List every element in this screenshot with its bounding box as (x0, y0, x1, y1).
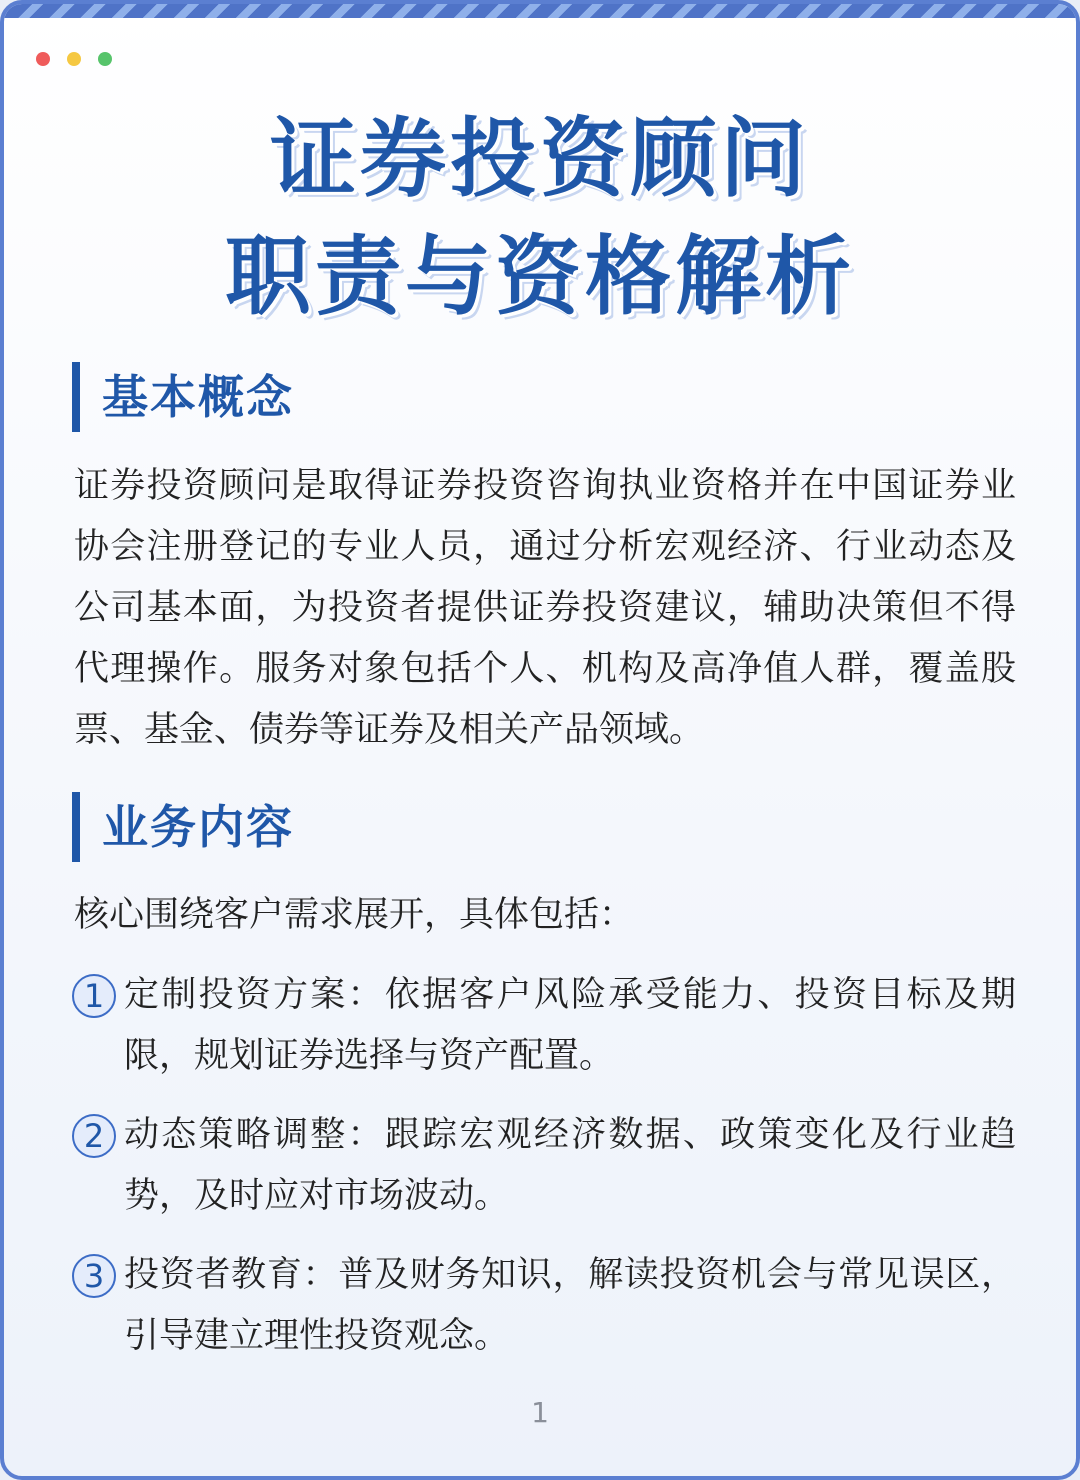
number-circle-icon: 3 (72, 1254, 116, 1298)
list-item-text: 投资者教育：普及财务知识，解读投资机会与常见误区，引导建立理性投资观念。 (124, 1255, 1016, 1356)
section-heading-business-content: 业务内容 (72, 792, 294, 862)
section-heading-basic-concept: 基本概念 (72, 362, 294, 432)
page-number: 1 (531, 1396, 549, 1429)
list-item (72, 1245, 1016, 1367)
list-item (72, 1105, 1016, 1227)
top-stripe-decoration (4, 4, 1076, 18)
list-item-text: 定制投资方案：依据客户风险承受能力、投资目标及期限，规划证券选择与资产配置。 (124, 975, 1016, 1076)
basic-concept-paragraph: 证券投资顾问是取得证券投资咨询执业资格并在中国证券业协会注册登记的专业人员，通过分析宏观经济、行业动态及公司基本面，为投资者提供证券投资建议，辅助决策但不得代理操作。服务对象包括个人、机构及高净值人群，覆盖股票、基金、债券等证券及相关产品领域。 (74, 466, 1016, 750)
title-line-1: 证券投资顾问 (270, 109, 810, 209)
list-item (72, 965, 1016, 1087)
list-item-text: 动态策略调整：跟踪宏观经济数据、政策变化及行业趋势，及时应对市场波动。 (124, 1115, 1016, 1216)
page-title (4, 100, 1076, 336)
business-intro: 核心围绕客户需求展开，具体包括： (74, 895, 635, 935)
window-dots (36, 52, 112, 66)
number-circle-icon: 1 (72, 974, 116, 1018)
number-circle-icon: 2 (72, 1114, 116, 1158)
title-line-2: 职责与资格解析 (225, 227, 855, 327)
yellow-dot-icon (67, 52, 81, 66)
red-dot-icon (36, 52, 50, 66)
green-dot-icon (98, 52, 112, 66)
